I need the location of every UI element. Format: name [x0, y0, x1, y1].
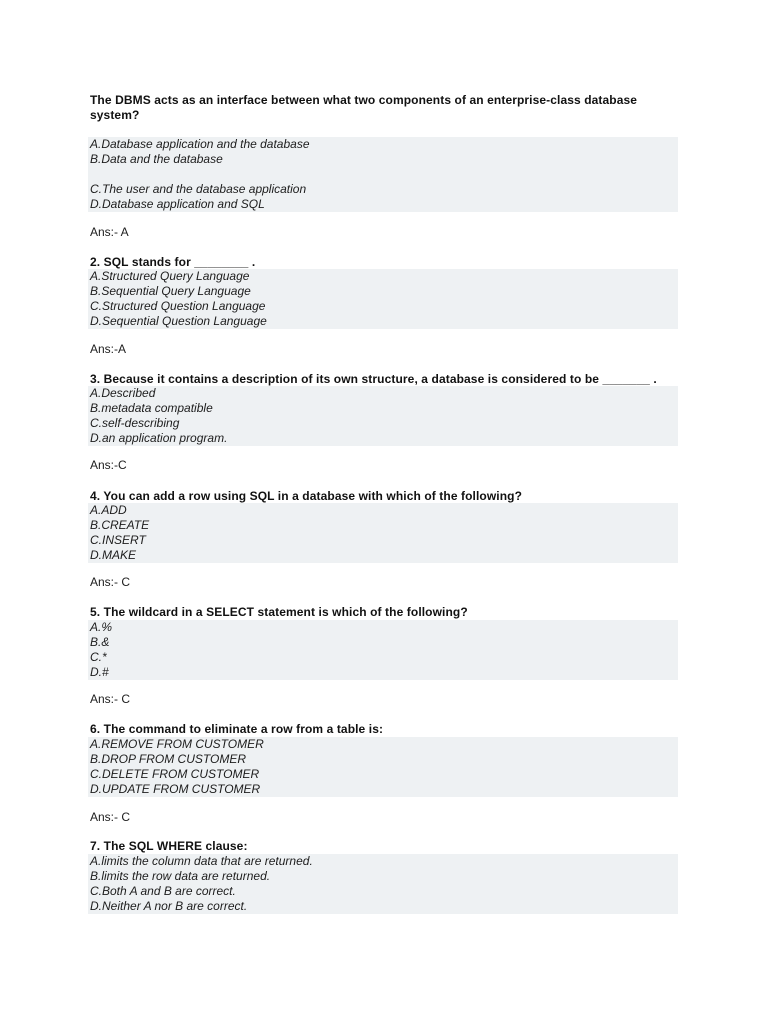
- question-3-option-b: B.metadata compatible: [90, 401, 213, 415]
- question-5-option-d: D.#: [90, 665, 109, 679]
- question-6-option-b: B.DROP FROM CUSTOMER: [90, 752, 247, 766]
- question-4-option-b: B.CREATE: [90, 518, 150, 532]
- question-5-option-b: B.&: [90, 635, 110, 649]
- question-2-option-d: D.Sequential Question Language: [90, 314, 267, 328]
- question-4-option-c: C.INSERT: [90, 533, 146, 547]
- question-2-options: [88, 269, 678, 329]
- question-2-option-b: B.Sequential Query Language: [90, 284, 251, 298]
- question-6-option-a: A.REMOVE FROM CUSTOMER: [90, 737, 264, 751]
- question-2-option-c: C.Structured Question Language: [90, 299, 266, 313]
- question-4-answer: Ans:- C: [90, 575, 131, 589]
- question-5-option-c: C.*: [90, 650, 107, 664]
- question-7-option-b: B.limits the row data are returned.: [90, 869, 271, 883]
- question-7-text: 7. The SQL WHERE clause:: [90, 839, 248, 853]
- question-6-option-d: D.UPDATE FROM CUSTOMER: [90, 782, 261, 796]
- question-1-options: [88, 137, 678, 212]
- question-6-answer: Ans:- C: [90, 810, 131, 824]
- question-3-options: [88, 386, 678, 446]
- question-6-options: [88, 737, 678, 797]
- question-2-answer: Ans:-A: [90, 342, 127, 356]
- question-4-option-a: A.ADD: [90, 503, 127, 517]
- question-3-option-c: C.self-describing: [90, 416, 180, 430]
- question-6-text: 6. The command to eliminate a row from a table is:: [90, 722, 384, 736]
- question-7-option-a: A.limits the column data that are returned.: [90, 854, 313, 868]
- question-7-options: [88, 854, 678, 914]
- question-3-option-d: D.an application program.: [90, 431, 228, 445]
- question-5-answer: Ans:- C: [90, 692, 131, 706]
- question-6-option-c: C.DELETE FROM CUSTOMER: [90, 767, 260, 781]
- question-2-option-a: A.Structured Query Language: [90, 269, 250, 283]
- question-1-option-a: A.Database application and the database: [90, 137, 310, 151]
- question-3-text: 3. Because it contains a description of its own structure, a database is considered to be _______ .: [90, 372, 657, 386]
- question-5-text: 5. The wildcard in a SELECT statement is which of the following?: [90, 605, 468, 619]
- question-5-options: [88, 620, 678, 680]
- question-4-text: 4. You can add a row using SQL in a database with which of the following?: [90, 489, 523, 503]
- question-1-answer: Ans:- A: [90, 225, 129, 239]
- question-1-option-d: D.Database application and SQL: [90, 197, 265, 211]
- question-4-options: [88, 503, 678, 563]
- question-3-answer: Ans:-C: [90, 458, 127, 472]
- question-1-option-b: B.Data and the database: [90, 152, 223, 166]
- question-7-option-d: D.Neither A nor B are correct.: [90, 899, 248, 913]
- question-5-option-a: A.%: [90, 620, 113, 634]
- question-1-option-c: C.The user and the database application: [90, 182, 307, 196]
- question-7-option-c: C.Both A and B are correct.: [90, 884, 236, 898]
- question-3-option-a: A.Described: [90, 386, 156, 400]
- question-1-text: The DBMS acts as an interface between what two components of an enterprise-class database system?: [90, 93, 638, 122]
- question-2-text: 2. SQL stands for ________ .: [90, 255, 256, 269]
- question-4-option-d: D.MAKE: [90, 548, 137, 562]
